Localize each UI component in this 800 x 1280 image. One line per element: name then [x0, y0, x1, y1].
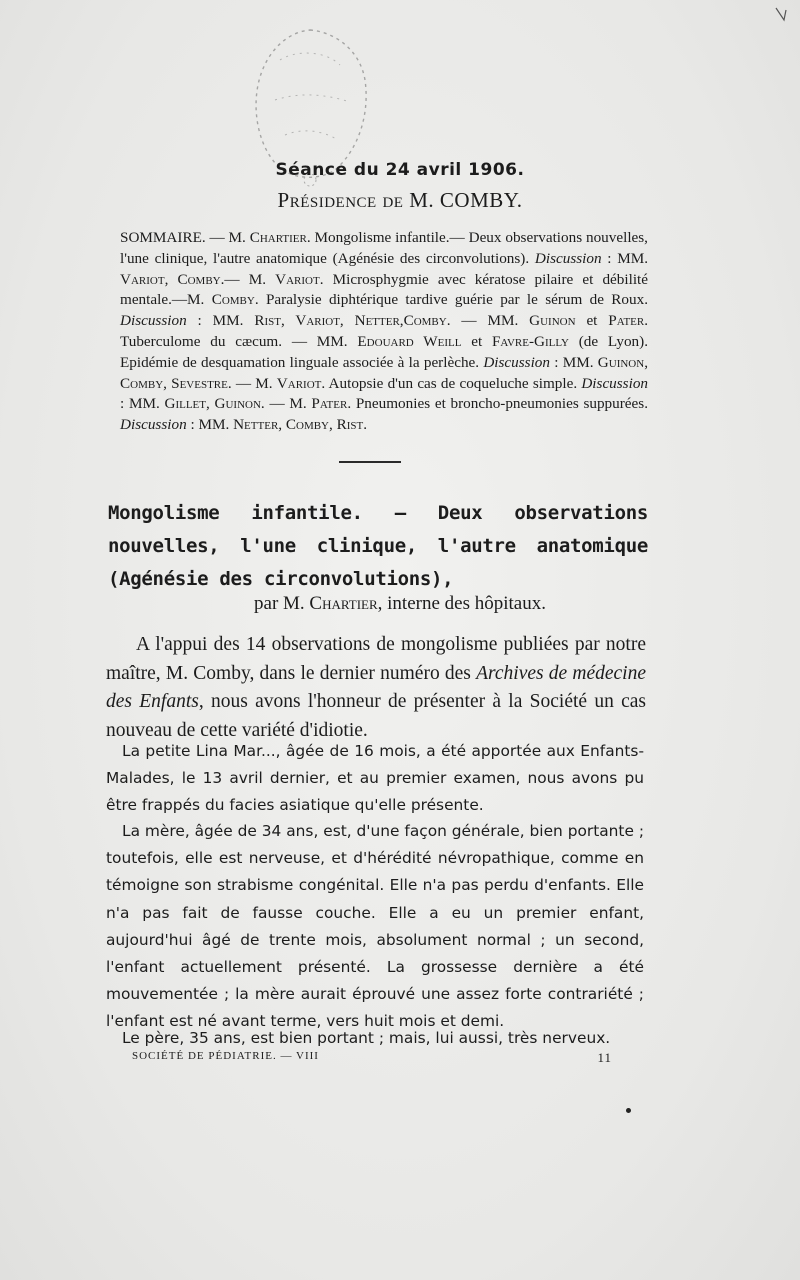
- summary-author: Gillet, Guinon: [164, 395, 261, 413]
- session-date: Séance du 24 avril 1906.: [275, 160, 525, 180]
- summary-text: . Paralysie diphtérique tardive guérie par le sérum de Roux.: [254, 291, 648, 309]
- summary-text: : MM.: [554, 353, 594, 371]
- article-paragraph: Le père, 35 ans, est bien portant ; mais, lui aussi, très nerveux.: [122, 1029, 611, 1047]
- footer-journal: SOCIÉTÉ DE PÉDIATRIE. — VIII: [132, 1050, 319, 1062]
- article-paragraph: La mère, âgée de 34 ans, est, d'une façon générale, bien portante ; toutefois, elle est nerveuse, et d'hérédité névropathique, comme en témoigne son strabisme congénital. Elle n'a pas perdu d'enfants. Elle n'a pas fait de fausse couche. Elle a eu un premier enfant, aujourd'hui âgé de trente mois, absolument normal ; un second, l'enfant actuellement présenté. La grossesse dernière a été mouvementée ; la mère aurait éprouvé une assez forte contrariété ; l'enfant est né avant terme, vers huit mois et demi.: [106, 822, 645, 1031]
- summary-text: : MM.: [190, 416, 230, 434]
- discussion-label: Discussion: [581, 374, 649, 392]
- section-divider: [339, 461, 401, 463]
- session-presidence: [0, 188, 800, 213]
- summary-text: : MM.: [197, 312, 244, 330]
- summary-author: Variot, Comby: [120, 270, 221, 288]
- summary-text: . Mongolisme infantile.— Deux observations nouvelles, l'une clinique, l'autre anatomique (Agénésie des circonvolutions).: [120, 229, 648, 267]
- summary-text: .: [363, 416, 368, 434]
- discussion-label: Discussion: [534, 249, 602, 267]
- summary-author: Variot: [276, 374, 322, 392]
- author-prefix: par M.: [254, 593, 305, 614]
- summary-author: Guinon: [529, 312, 576, 330]
- summary-block: [120, 228, 648, 436]
- summary-text: . Autopsie d'un cas de coqueluche simple.: [321, 374, 578, 392]
- summary-author: Guinon, Comby, Sevestre: [120, 353, 648, 392]
- article-paragraph: [106, 631, 646, 745]
- journal-title: Archives de médecine des Enfants: [106, 662, 647, 712]
- corner-mark: [774, 6, 788, 24]
- summary-text: et: [586, 312, 598, 330]
- presidence-label: Présidence de: [277, 188, 404, 212]
- summary-text: . — MM.: [446, 312, 519, 330]
- article-author: [0, 593, 800, 615]
- summary-text: SOMMAIRE. — M.: [120, 229, 246, 246]
- summary-author: Favre-Gilly: [491, 332, 569, 350]
- footer-signature: 11: [597, 1050, 612, 1065]
- summary-text: . Tuberculome du cæcum. — MM.: [120, 312, 649, 350]
- summary-text: . Pneumonies et broncho-pneumonies suppurées.: [347, 395, 648, 413]
- author-name: Chartier: [309, 593, 378, 614]
- page-footer: [132, 1050, 612, 1065]
- paragraph-text: A l'appui des 14 observations de mongolisme publiées par notre maître, M. Comby, dans le dernier numéro des: [106, 634, 646, 684]
- author-role: , interne des hôpitaux.: [377, 593, 546, 614]
- paragraph-text: , nous avons l'honneur de présenter à la Société un cas nouveau de cette variété d'idiotie.: [106, 691, 646, 741]
- summary-text: (de Lyon). Epidémie de desquamation linguale associée à la perlèche.: [120, 332, 648, 371]
- discussion-label: Discussion: [120, 416, 187, 434]
- presidence-name: M. COMBY.: [409, 188, 523, 212]
- ink-dot: [626, 1108, 631, 1113]
- summary-text: et: [471, 332, 483, 350]
- discussion-label: Discussion: [120, 312, 187, 330]
- summary-author: Rist, Variot, Netter,Comby: [254, 312, 447, 330]
- summary-author: Pater: [311, 395, 348, 413]
- discussion-label: Discussion: [483, 353, 550, 371]
- summary-author: Edouard Weill: [357, 332, 462, 350]
- summary-text: .— M.: [220, 270, 267, 288]
- summary-text: : MM.: [607, 249, 649, 267]
- summary-author: Chartier: [249, 229, 307, 246]
- article-paragraph: La petite Lina Mar..., âgée de 16 mois, a été apportée aux Enfants-Malades, le 13 avril dernier, et au premier examen, nous avons pu être frappés du facies asiatique qu'elle présente.: [106, 742, 644, 815]
- summary-text: . Microsphygmie avec kératose pilaire et débilité mentale.—M.: [120, 270, 649, 309]
- summary-text: : MM.: [120, 395, 160, 413]
- summary-author: Pater: [608, 312, 645, 330]
- summary-text: . — M.: [227, 374, 273, 392]
- summary-author: Variot: [275, 270, 320, 288]
- article-title: Mongolisme infantile. — Deux observations nouvelles, l'une clinique, l'autre anatomique (Agénésie des circonvolutions),: [108, 502, 648, 590]
- summary-author: Comby: [211, 291, 255, 309]
- summary-text: . — M.: [260, 395, 307, 413]
- summary-author: Netter, Comby, Rist: [233, 416, 364, 434]
